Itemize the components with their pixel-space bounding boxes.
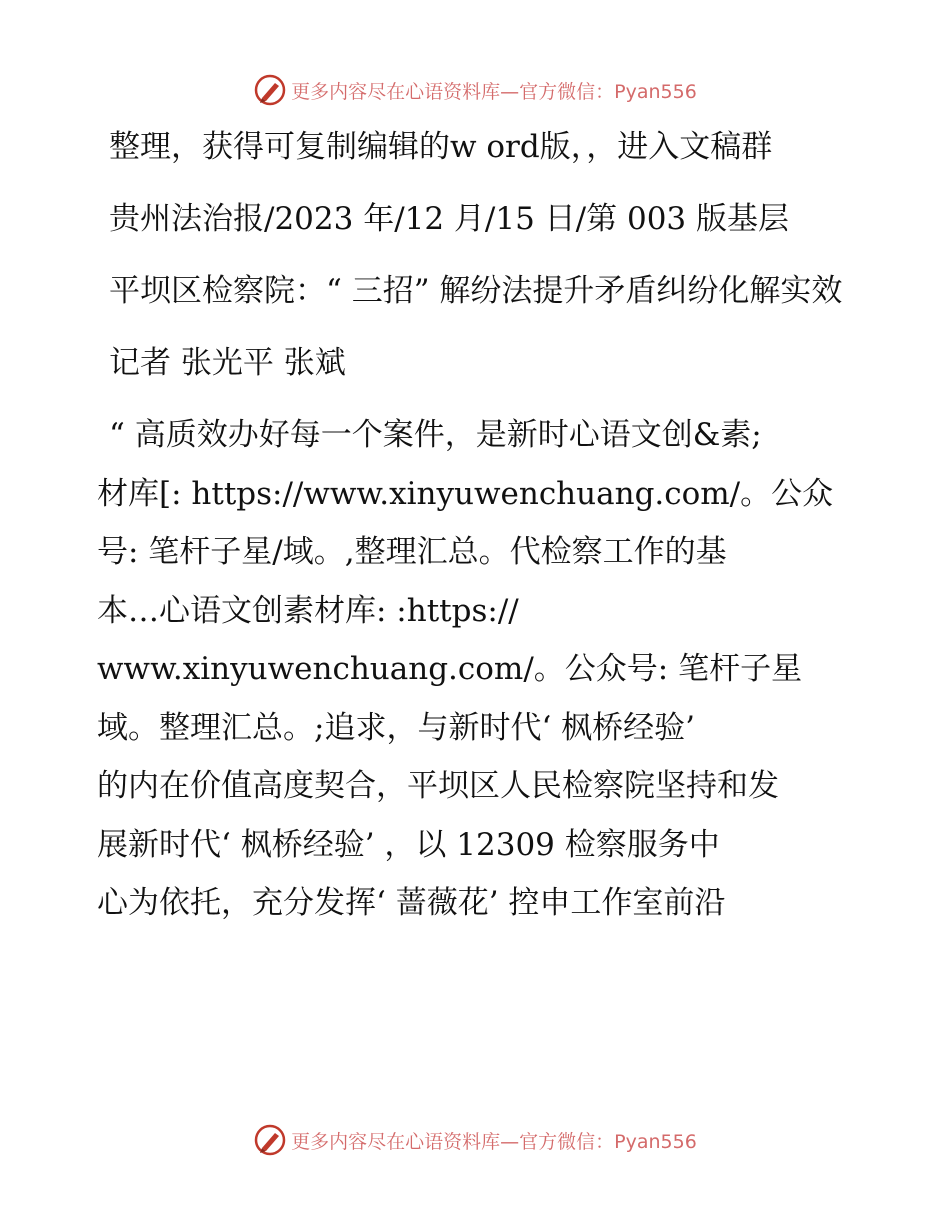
source-line: 贵州法治报/2023 年/12 月/15 日/第 003 版基层 — [109, 201, 790, 237]
watermark-text: 更多内容尽在心语资料库—官方微信：Pyan556 — [291, 80, 697, 103]
byline: 记者 张光平 张斌 — [109, 345, 346, 381]
body-line: www.xinyuwenchuang.com/。公众号: 笔杆子星 — [97, 651, 803, 687]
watermark-text: 更多内容尽在心语资料库—官方微信：Pyan556 — [291, 1130, 697, 1153]
body-line: 域。整理汇总。;追求，与新时代‘ 枫桥经验’ — [97, 709, 696, 746]
body-line: 心为依托，充分发挥‘ 蔷薇花’ 控申工作室前沿 — [97, 885, 726, 921]
footer-watermark — [0, 1120, 950, 1160]
body-line: 本…心语文创素材库: :https:// — [97, 592, 519, 629]
article-body — [97, 406, 857, 933]
pen-logo-icon — [253, 1123, 287, 1157]
body-line: 展新时代‘ 枫桥经验’ ，以 12309 检察服务中 — [97, 826, 720, 863]
pen-logo-icon — [253, 73, 287, 107]
document-content — [97, 118, 857, 933]
header-watermark — [0, 70, 950, 110]
body-line: “ 高质效办好每一个案件，是新时心语文创&素; — [109, 417, 762, 453]
body-line: 的内在价值高度契合，平坝区人民检察院坚持和发 — [97, 768, 779, 804]
article-title: 平坝区检察院：“ 三招” 解纷法提升矛盾纠纷化解实效 — [109, 273, 843, 309]
intro-line: 整理，获得可复制编辑的w ord版，，进入文稿群 — [109, 129, 773, 165]
body-line: 材库[: https://www.xinyuwenchuang.com/。公众 — [97, 475, 834, 512]
body-line: 号: 笔杆子星/域。,整理汇总。代检察工作的基 — [97, 534, 727, 570]
